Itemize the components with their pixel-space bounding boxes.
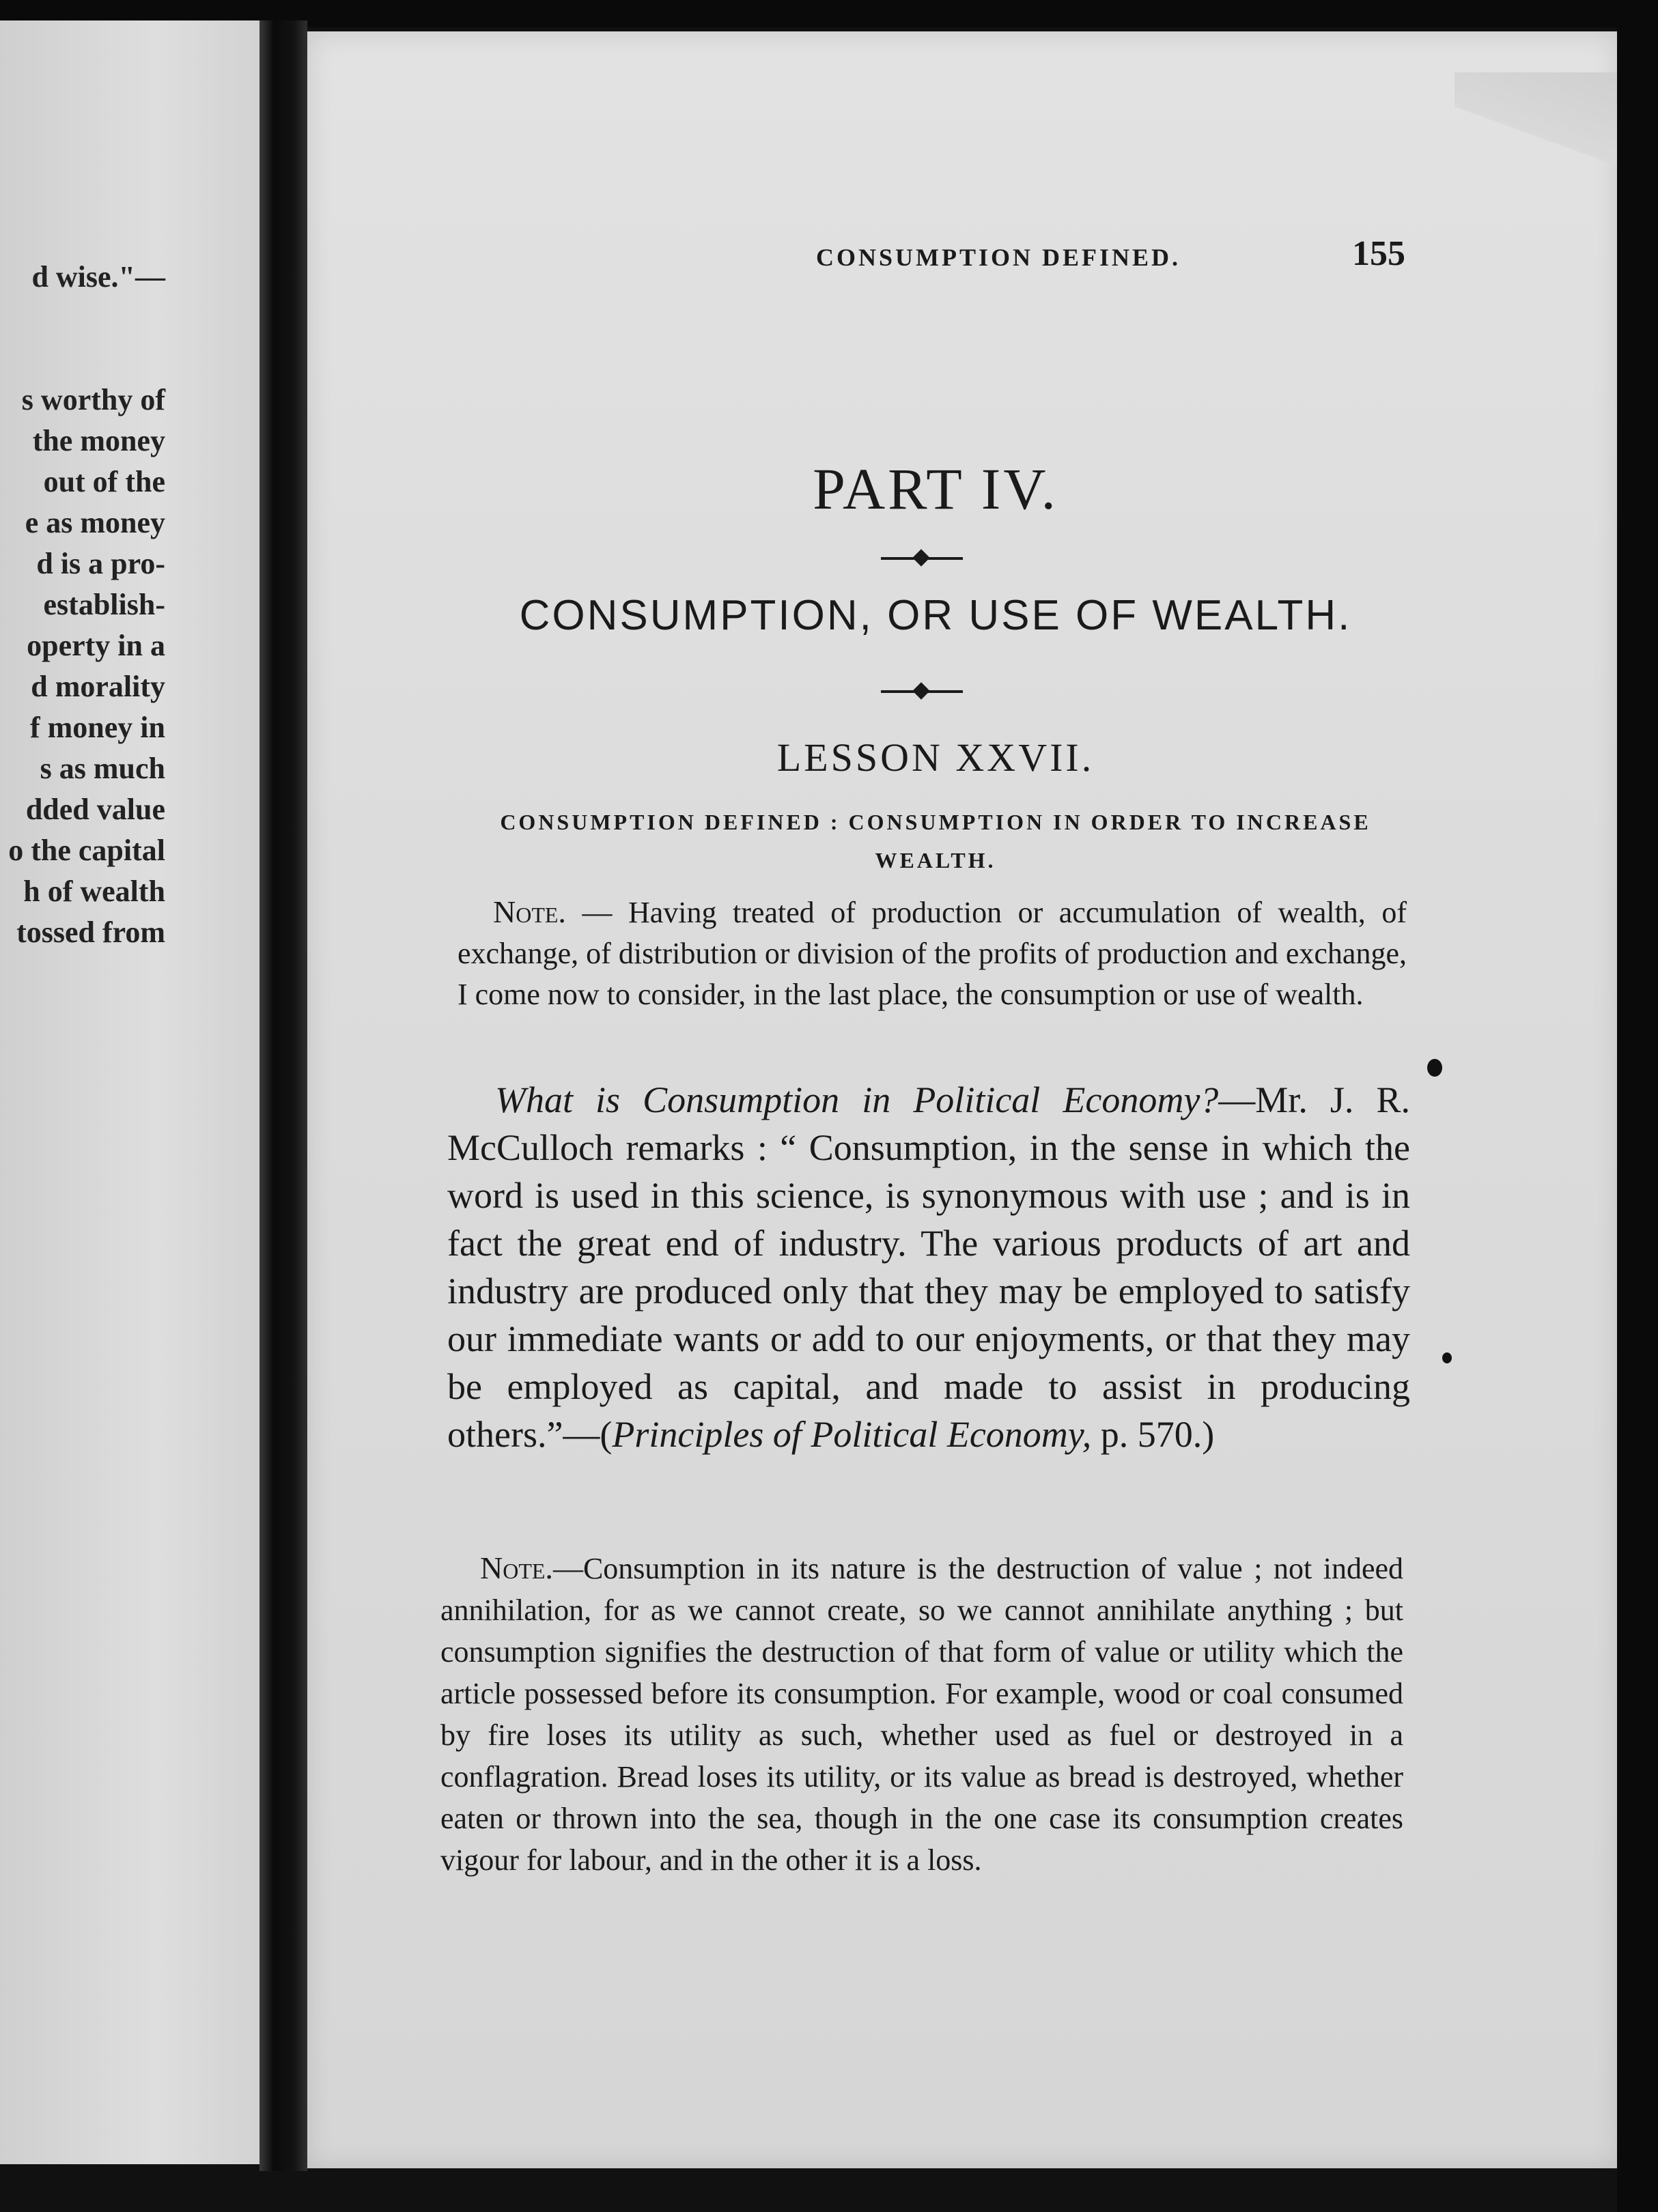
lesson-title: LESSON XXVII.	[776, 735, 1095, 780]
question-text: —Mr. J. R. McCulloch remarks : “ Consumption, in the sense in which the word is used in this science, is synonymous with use ; and is in fact the great end of industry. The various products of art and industry are produced only that they may be employed to satisfy our immediate wants or add to our enjoyments, or that they may be employed as capital, and made to assist in producing others.”—(	[447, 1079, 1410, 1455]
page-corner-fold	[1455, 72, 1618, 168]
left-page-line: tossed from	[16, 916, 165, 949]
left-page-line: o the capital	[8, 834, 165, 867]
citation-page: p. 570.)	[1091, 1414, 1215, 1455]
ink-speck	[1442, 1352, 1452, 1363]
left-page-line: operty in a	[27, 629, 165, 662]
question-paragraph	[447, 1076, 1410, 1458]
citation-title: Principles of Political Economy,	[612, 1414, 1092, 1455]
left-page-line: out of the	[43, 465, 165, 498]
left-page-line: s as much	[40, 752, 165, 785]
left-page-line: e as money	[25, 506, 165, 539]
note-text: —Consumption in its nature is the destruction of value ; not indeed annihilation, for as we cannot create, so we cannot annihilate anything ; but consumption signifies the destruction of that form of value or utility which the article possessed before its consumption. For example, wood or coal consumed by fire loses its utility as such, whether used as fuel or destroyed in a conflagration. Bread loses its utility, or its value as bread is destroyed, whether eaten or thrown into the sea, though in the one case its consumption creates vigour for labour, and in the other it is a loss.	[440, 1552, 1403, 1877]
left-page-line: the money	[32, 424, 165, 457]
note-label: Note.	[493, 894, 566, 929]
left-page-line: establish-	[43, 588, 165, 621]
lesson-subtitle: CONSUMPTION DEFINED : CONSUMPTION IN ORDER TO INCREASE WEALTH.	[500, 810, 1371, 873]
left-page-line: d wise."—	[31, 260, 165, 294]
divider-ornament	[881, 550, 963, 567]
note-label: Note.	[480, 1550, 553, 1585]
facing-page-left	[0, 20, 259, 2164]
left-page-line: f money in	[30, 711, 165, 744]
ink-speck	[1427, 1059, 1442, 1077]
left-page-line: d is a pro-	[36, 547, 165, 580]
book-spine-gutter	[259, 20, 307, 2171]
scan-border-right	[1617, 0, 1658, 2212]
left-page-line: d morality	[31, 670, 165, 703]
page-number: 155	[1352, 234, 1405, 273]
left-page-line: s worthy of	[21, 383, 165, 416]
note-paragraph-2	[440, 1547, 1403, 1881]
book-page	[307, 31, 1618, 2168]
part-title: PART IV.	[813, 456, 1058, 522]
left-page-line: dded value	[25, 793, 165, 826]
running-head: CONSUMPTION DEFINED.	[815, 244, 1181, 271]
left-page-line: h of wealth	[23, 875, 165, 908]
question-heading: What is Consumption in Political Economy?	[495, 1079, 1219, 1120]
divider-ornament	[881, 683, 963, 700]
part-subtitle: CONSUMPTION, OR USE OF WEALTH.	[519, 592, 1352, 639]
note-text: — Having treated of production or accumulation of wealth, of exchange, of distribution or division of the profits of production and exchange, I come now to consider, in the last place, the consumption or use of wealth.	[458, 896, 1407, 1011]
note-paragraph-1	[458, 892, 1407, 1015]
